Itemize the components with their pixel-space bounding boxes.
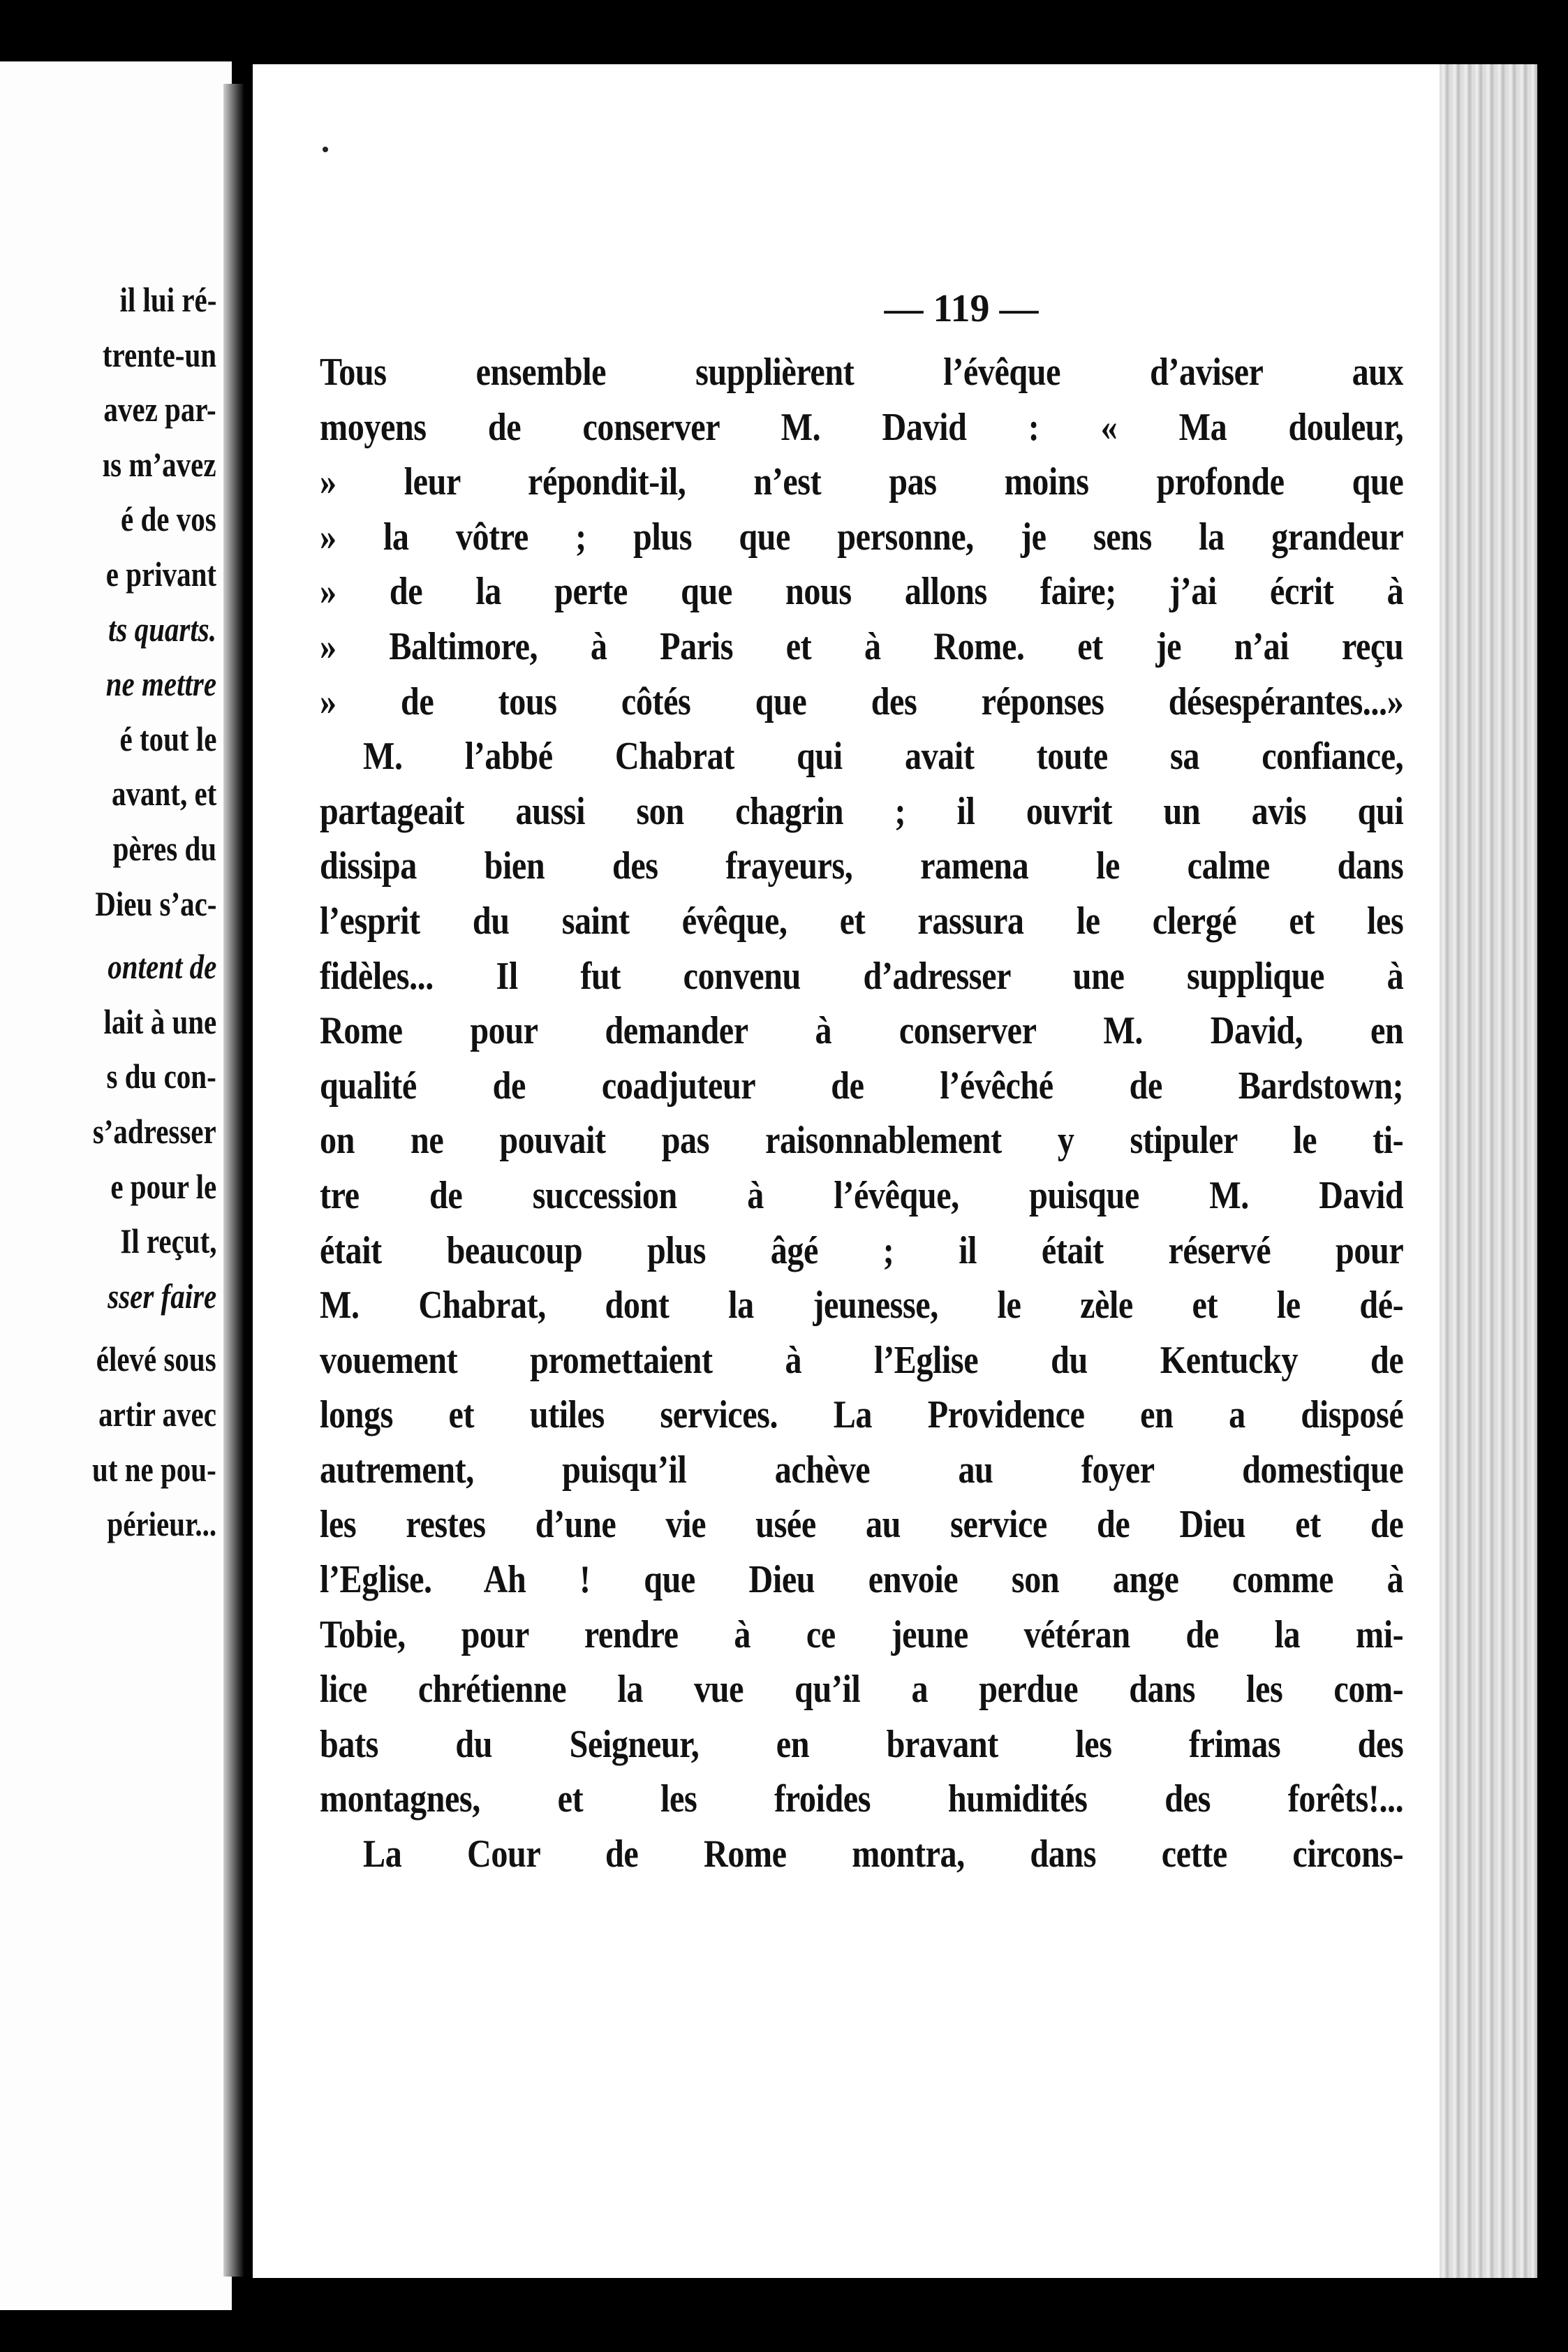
text-line (320, 1168, 1403, 1223)
text-line (320, 1278, 1403, 1333)
previous-page-line: s du con- (106, 1057, 216, 1096)
page-number: — 119 — (884, 287, 1039, 330)
book-page (253, 64, 1440, 2278)
text-line (320, 564, 1403, 619)
text-line (320, 1443, 1403, 1498)
text-line-content: La Cour de Rome montra, dans cette circons- (363, 1832, 1403, 1876)
previous-page-line: lait à une (103, 1001, 216, 1041)
text-line (320, 1717, 1403, 1772)
text-line (320, 619, 1403, 675)
text-line (320, 1388, 1403, 1443)
previous-page-line: é tout le (119, 719, 216, 758)
previous-page-line: Il reçut, (119, 1221, 216, 1261)
text-line-content: lice chrétienne la vue qu’il a perdue dans les com- (320, 1668, 1403, 1712)
text-line-content: on ne pouvait pas raisonnablement y stipuler le ti- (320, 1119, 1403, 1163)
text-line-content: était beaucoup plus âgé ; il était réservé pour (320, 1228, 1403, 1272)
previous-page-line: é de vos (121, 499, 216, 539)
previous-page-line: il lui ré- (119, 280, 216, 319)
text-line-content: » de la perte que nous allons faire; j’ai écrit à (320, 570, 1403, 614)
text-line-content: M. l’abbé Chabrat qui avait toute sa confiance, (363, 735, 1403, 779)
text-line (320, 1772, 1403, 1827)
text-line-content: tre de succession à l’évêque, puisque M. David (320, 1173, 1403, 1217)
text-line (320, 455, 1403, 510)
previous-page-line: avant, et (111, 774, 216, 814)
text-line-content: » Baltimore, à Paris et à Rome. et je n’ai reçu (320, 624, 1403, 668)
previous-page-line: périeur... (107, 1504, 216, 1544)
text-line-content: Tous ensemble supplièrent l’évêque d’aviser aux (320, 351, 1403, 394)
text-line (320, 510, 1403, 565)
previous-page-line: e pour le (110, 1166, 216, 1206)
previous-page-line: s’adresser (93, 1112, 216, 1151)
text-line-content: dissipa bien des frayeurs, ramena le calme dans (320, 844, 1403, 888)
previous-page-line: ıs m’avez (103, 444, 216, 484)
text-line (320, 839, 1403, 894)
text-line-content: autrement, puisqu’il achève au foyer domestique (320, 1448, 1403, 1492)
text-line (320, 1333, 1403, 1388)
previous-page-fragment (0, 61, 232, 2310)
previous-page-line: élevé sous (96, 1339, 216, 1379)
text-line-content: » la vôtre ; plus que personne, je sens la grandeur (320, 515, 1403, 559)
text-line (320, 345, 1403, 400)
previous-page-line: trente-un (102, 335, 216, 374)
text-line-content: » de tous côtés que des réponses désespérantes...» (320, 679, 1403, 723)
body-text (320, 345, 1403, 1882)
previous-page-line: ts quarts. (108, 609, 216, 649)
text-line (320, 729, 1403, 784)
text-line-content: moyens de conserver M. David : « Ma douleur, (320, 405, 1403, 449)
previous-page-line: ne mettre (105, 664, 216, 704)
book-gutter (223, 84, 244, 2277)
text-line (320, 675, 1403, 730)
text-line (320, 1827, 1403, 1882)
text-line (320, 1497, 1403, 1552)
text-line-content: l’Eglise. Ah ! que Dieu envoie son ange comme à (320, 1558, 1403, 1602)
text-line-content: Tobie, pour rendre à ce jeune vétéran de la mi- (320, 1612, 1403, 1656)
text-line-content: l’esprit du saint évêque, et rassura le clergé et les (320, 899, 1403, 943)
previous-page-line: artir avec (98, 1395, 216, 1434)
text-line-content: les restes d’une vie usée au service de Dieu et de (320, 1503, 1403, 1547)
text-line-content: montagnes, et les froides humidités des forêts!... (320, 1777, 1403, 1821)
previous-page-line: sser faire (107, 1276, 216, 1316)
text-line (320, 1552, 1403, 1608)
previous-page-line: ontent de (107, 947, 216, 987)
text-line-content: fidèles... Il fut convenu d’adresser une supplique à (320, 954, 1403, 998)
text-line (320, 1004, 1403, 1059)
text-line (320, 1113, 1403, 1168)
text-line-content: qualité de coadjuteur de l’évêché de Bardstown; (320, 1064, 1403, 1108)
previous-page-line: pères du (112, 829, 216, 868)
text-line (320, 400, 1403, 455)
text-line-content: Rome pour demander à conserver M. David, en (320, 1009, 1403, 1053)
text-line-content: longs et utiles services. La Providence en a disposé (320, 1393, 1403, 1437)
text-line (320, 1223, 1403, 1279)
text-line-content: vouement promettaient à l’Eglise du Kentucky de (320, 1338, 1403, 1382)
text-line (320, 1059, 1403, 1114)
speck (323, 147, 328, 152)
text-line-content: » leur répondit-il, n’est pas moins profonde que (320, 460, 1403, 504)
previous-page-line: avez par- (103, 390, 216, 429)
text-line (320, 1608, 1403, 1663)
text-line (320, 894, 1403, 949)
text-line-content: M. Chabrat, dont la jeunesse, le zèle et le dé- (320, 1284, 1403, 1328)
text-line (320, 949, 1403, 1004)
previous-page-line: e privant (105, 554, 216, 594)
text-line-content: partageait aussi son chagrin ; il ouvrit un avis qui (320, 789, 1403, 833)
page-edges (1440, 64, 1537, 2278)
previous-page-line: ut ne pou- (92, 1449, 216, 1489)
text-line (320, 1662, 1403, 1717)
text-line (320, 784, 1403, 839)
previous-page-line: Dieu s’ac- (94, 883, 216, 923)
text-line-content: bats du Seigneur, en bravant les frimas des (320, 1722, 1403, 1766)
